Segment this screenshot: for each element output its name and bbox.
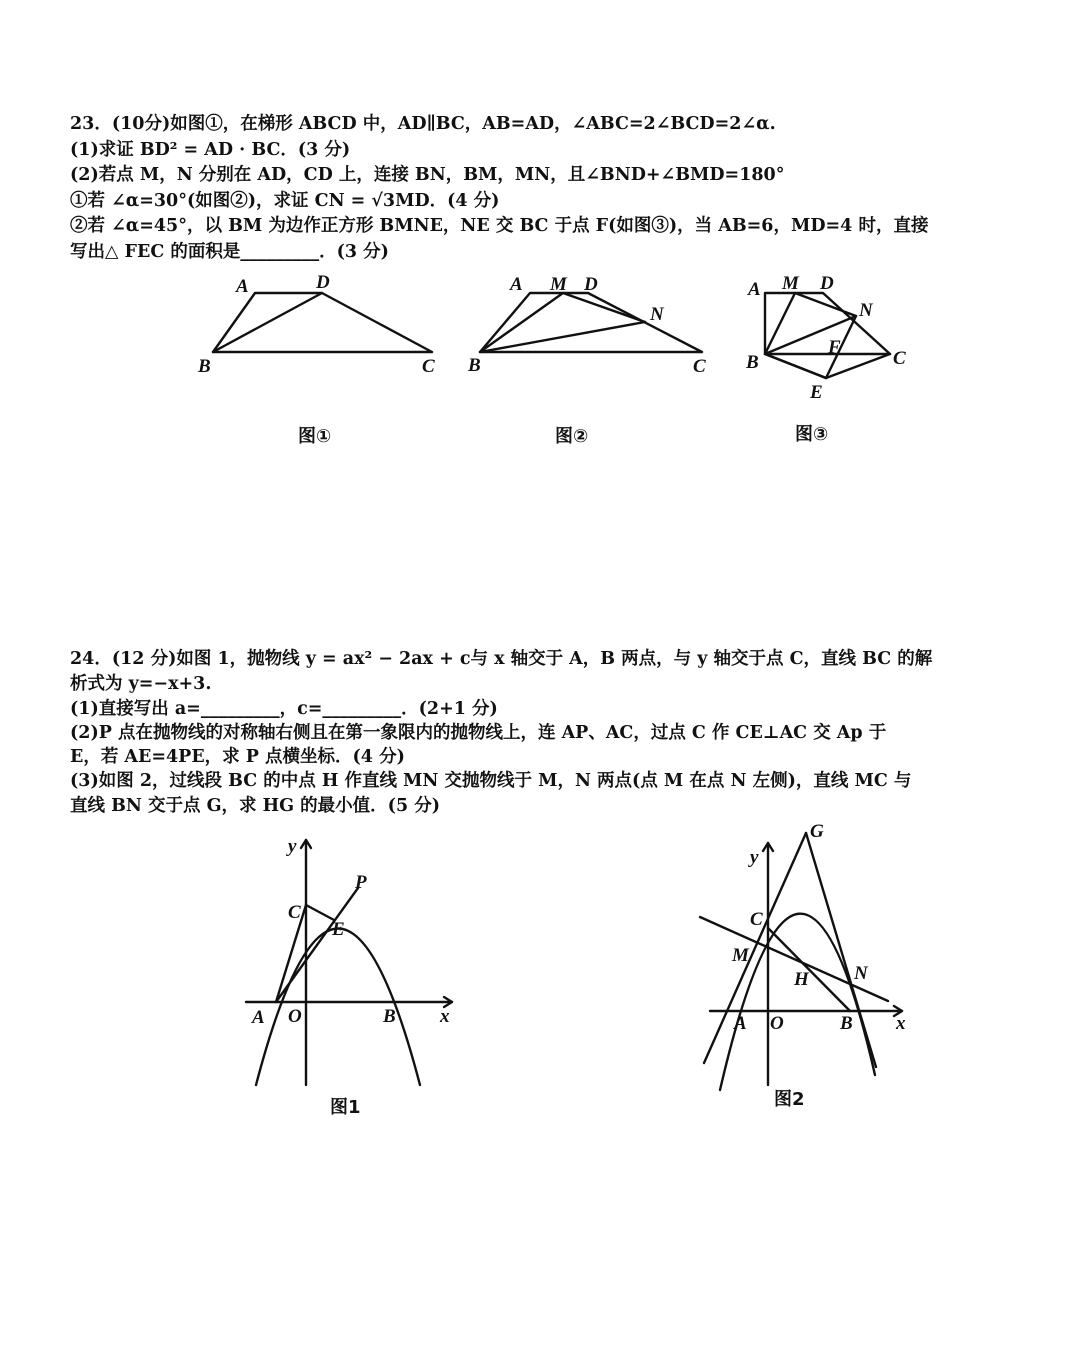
label-E: E [332,919,345,940]
q23-figure-1 [180,260,470,460]
label-M: M [550,274,567,295]
q24-figure-2 [690,815,920,1125]
label-P: P [355,872,367,893]
segment-bd [213,293,322,352]
label-C: C [422,356,435,377]
label-H: H [794,969,809,990]
label-N: N [650,304,664,325]
label-A: A [510,274,523,295]
label-A: A [748,279,761,300]
q24-figure-1 [240,830,470,1130]
q23-line-2: (1)求证 BD² = AD · BC．(3 分) [70,140,351,160]
label-C: C [693,356,706,377]
label-x: x [440,1006,450,1027]
label-D: D [584,274,598,295]
label-E: E [810,382,823,403]
label-B: B [746,352,759,373]
label-C: C [288,902,301,923]
parabola [720,914,875,1090]
q23-line-4: ①若 ∠α=30°(如图②)，求证 CN = √3MD．(4 分) [70,191,500,211]
q24-line-3: (1)直接写出 a=_________，c=_________．(2+1 分) [70,699,498,719]
q23-figure-3 [740,260,930,460]
label-A: A [252,1007,265,1028]
q23-figure-2 [460,260,730,460]
q23-line-3: (2)若点 M，N 分别在 AD，CD 上，连接 BN，BM，MN，且∠BND+∠BMD=180° [70,165,785,185]
label-C: C [750,909,763,930]
figure-caption: 图1 [330,1097,361,1118]
label-M: M [782,273,799,294]
label-D: D [820,273,834,294]
segment-bn [480,322,645,352]
label-B: B [383,1006,396,1027]
label-B: B [468,355,481,376]
label-A: A [734,1013,747,1034]
label-y: y [750,847,759,868]
label-F: F [828,337,841,358]
segment-be [765,354,826,378]
label-B: B [840,1013,853,1034]
label-G: G [810,821,824,842]
figure-caption: 图② [555,426,589,447]
label-y: y [288,836,297,857]
q23-line-5: ②若 ∠α=45°，以 BM 为边作正方形 BMNE，NE 交 BC 于点 F(如图③)，当 AB=6，MD=4 时，直接 [70,216,929,236]
label-O: O [288,1006,302,1027]
figure-caption: 图① [298,426,332,447]
label-O: O [770,1013,784,1034]
q24-line-1: 24．(12 分)如图 1，抛物线 y = ax² − 2ax + c与 x 轴交于 A，B 两点，与 y 轴交于点 C，直线 BC 的解 [70,649,933,669]
segment-mn [563,293,645,322]
segment-bn [765,316,856,354]
trapezoid-abcd [213,293,432,352]
q24-line-6: (3)如图 2，过线段 BC 的中点 H 作直线 MN 交抛物线于 M，N 两点(点 M 在点 N 左侧)，直线 MC 与 [70,771,912,791]
q24-line-5: E，若 AE=4PE，求 P 点横坐标．(4 分) [70,747,405,767]
label-M: M [732,945,749,966]
figure-caption: 图2 [774,1089,805,1110]
label-A: A [236,276,249,297]
figure-caption: 图③ [795,424,829,445]
label-D: D [316,272,330,293]
label-N: N [854,963,868,984]
label-N: N [859,300,873,321]
q24-line-4: (2)P 点在抛物线的对称轴右侧且在第一象限内的抛物线上，连 AP、AC，过点 C 作 CE⊥AC 交 Ap 于 [70,723,887,743]
label-B: B [198,356,211,377]
label-C: C [893,348,906,369]
q24-line-2: 析式为 y=−x+3. [70,674,212,694]
q23-line-1: 23．(10分)如图①，在梯形 ABCD 中，AD∥BC，AB=AD，∠ABC=2∠BCD=2∠α. [70,114,776,134]
q23-line-6: 写出△ FEC 的面积是_________．(3 分) [70,242,389,262]
segment-ce [306,905,334,920]
label-x: x [896,1013,906,1034]
q24-line-7: 直线 BN 交于点 G，求 HG 的最小值．(5 分) [70,796,441,816]
